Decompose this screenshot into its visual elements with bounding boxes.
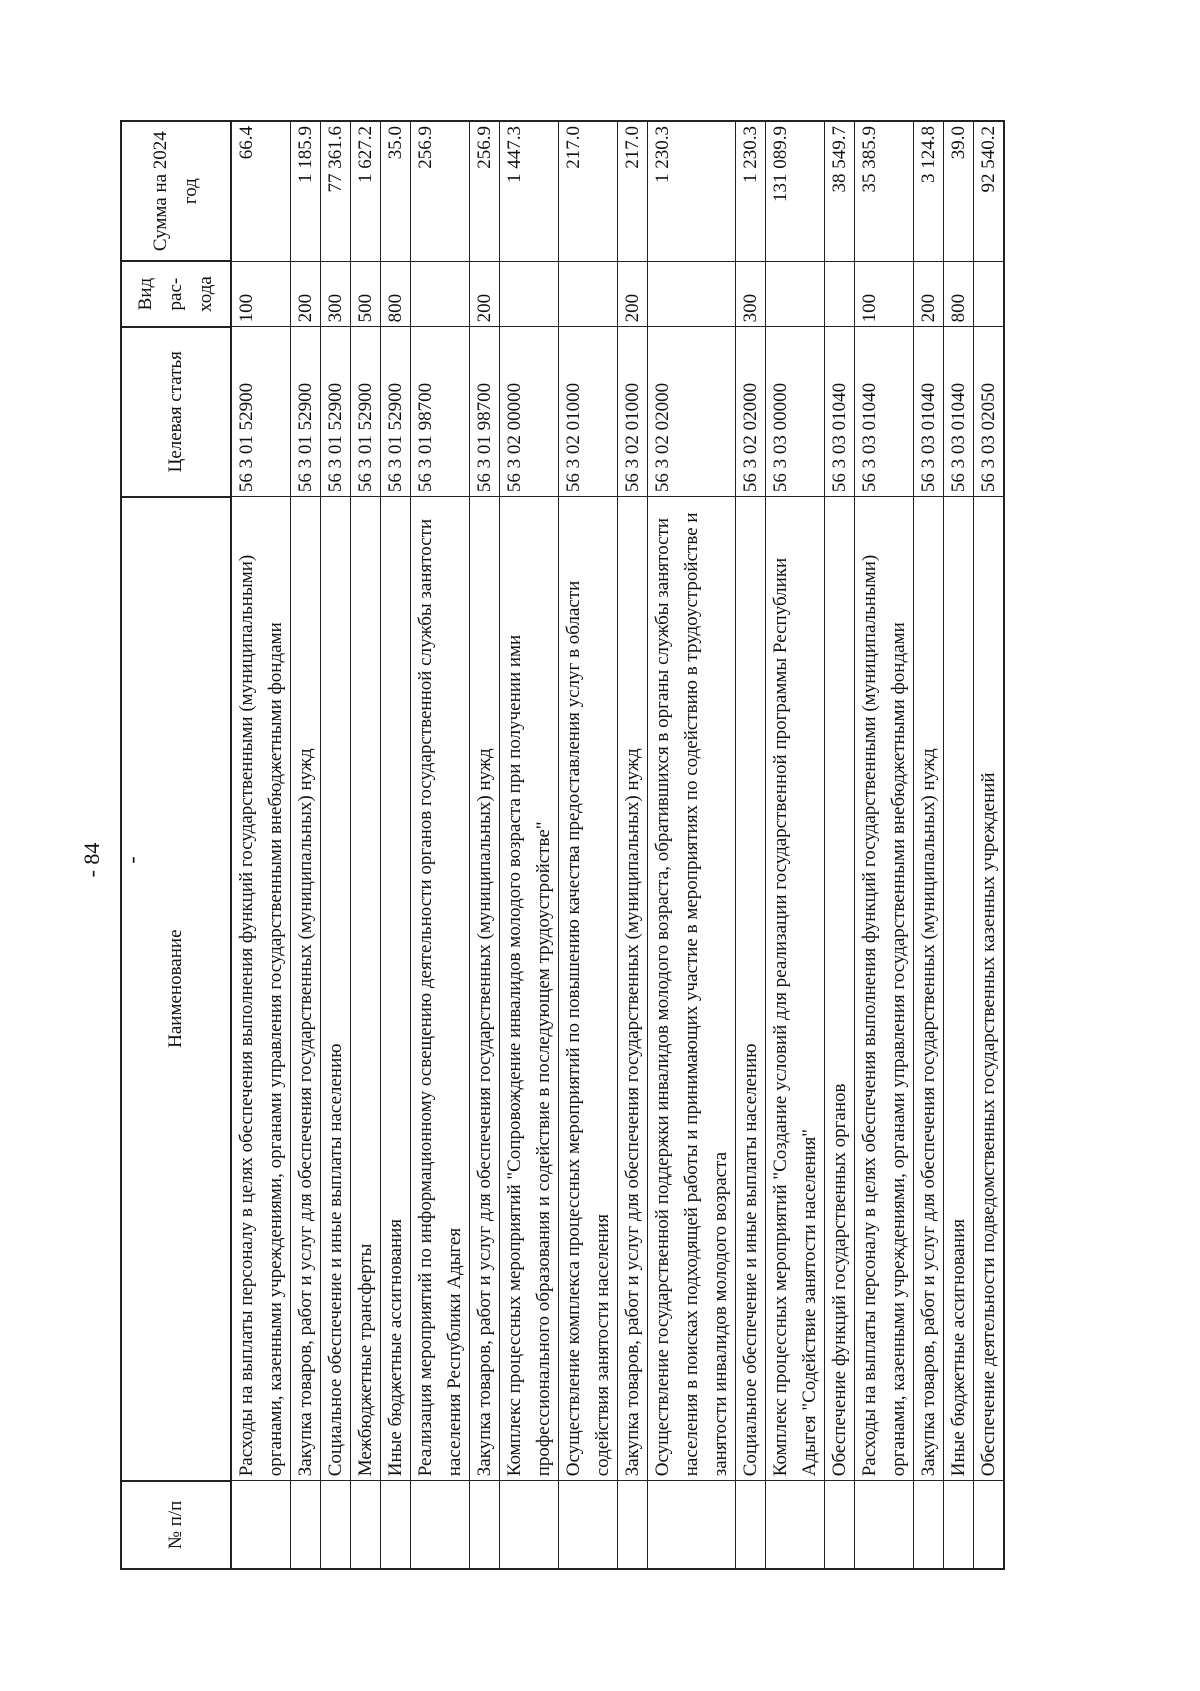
cell-name: Закупка товаров, работ и услуг для обеспечения государственных (муниципальных) нужд [291, 497, 321, 1481]
cell-kind: 200 [618, 261, 648, 327]
table-row [618, 121, 648, 1569]
cell-code: 56 3 02 02000 [736, 327, 766, 497]
header-num: № п/п [121, 1481, 231, 1569]
cell-num [351, 1481, 381, 1569]
cell-name: Комплекс процессных мероприятий "Создание условий для реализации государственной программы Республики Адыгея "Содействие занятости населения" [766, 497, 825, 1481]
table-row [470, 121, 500, 1569]
table-row [231, 121, 291, 1569]
cell-num [974, 1481, 1005, 1569]
cell-num [500, 1481, 559, 1569]
page-number: - 84 - [79, 842, 144, 878]
cell-code: 56 3 03 02050 [974, 327, 1005, 497]
cell-code: 56 3 03 01040 [855, 327, 914, 497]
cell-kind: 200 [470, 261, 500, 327]
cell-kind: 200 [914, 261, 944, 327]
cell-num [736, 1481, 766, 1569]
cell-kind [500, 261, 559, 327]
cell-num [855, 1481, 914, 1569]
cell-num [411, 1481, 470, 1569]
cell-sum: 256.9 [411, 121, 470, 261]
cell-sum: 38 549.7 [825, 121, 855, 261]
cell-kind: 500 [351, 261, 381, 327]
cell-name: Осуществление государственной поддержки инвалидов молодого возраста, обратившихся в органы службы занятости населения в поисках подходящей работы и принимающих участие в мероприятиях по содействию в трудоустройстве и занятости инвалидов молодого возраста [648, 497, 736, 1481]
cell-name: Осуществление комплекса процессных мероприятий по повышению качества предоставления услуг в области содействия занятости населения [559, 497, 618, 1481]
cell-kind [648, 261, 736, 327]
table-row [500, 121, 559, 1569]
budget-table [120, 120, 1005, 1570]
cell-kind [411, 261, 470, 327]
cell-code: 56 3 01 98700 [411, 327, 470, 497]
cell-kind: 800 [381, 261, 411, 327]
cell-code: 56 3 02 02000 [648, 327, 736, 497]
cell-sum: 1 230.3 [648, 121, 736, 261]
cell-kind: 200 [291, 261, 321, 327]
cell-code: 56 3 01 52900 [321, 327, 351, 497]
table-row [944, 121, 974, 1569]
cell-code: 56 3 03 01040 [825, 327, 855, 497]
rotated-table-wrapper [120, 120, 1060, 1570]
table-body [231, 121, 1004, 1569]
table-row [825, 121, 855, 1569]
cell-sum: 35.0 [381, 121, 411, 261]
cell-sum: 131 089.9 [766, 121, 825, 261]
cell-name: Закупка товаров, работ и услуг для обеспечения государственных (муниципальных) нужд [914, 497, 944, 1481]
cell-name: Реализация мероприятий по информационному освещению деятельности органов государственной службы занятости населения Республики Адыгея [411, 497, 470, 1481]
cell-num [321, 1481, 351, 1569]
table-row [351, 121, 381, 1569]
table-row [914, 121, 944, 1569]
cell-code: 56 3 01 52900 [231, 327, 291, 497]
cell-num [648, 1481, 736, 1569]
table-row [559, 121, 618, 1569]
cell-sum: 217.0 [618, 121, 648, 261]
cell-sum: 256.9 [470, 121, 500, 261]
cell-code: 56 3 02 00000 [500, 327, 559, 497]
cell-sum: 66.4 [231, 121, 291, 261]
cell-name: Обеспечение деятельности подведомственных государственных казенных учреждений [974, 497, 1005, 1481]
cell-kind: 100 [231, 261, 291, 327]
table-row [736, 121, 766, 1569]
table-header-row [121, 121, 231, 1569]
cell-sum: 35 385.9 [855, 121, 914, 261]
cell-sum: 1 447.3 [500, 121, 559, 261]
cell-code: 56 3 02 01000 [559, 327, 618, 497]
header-name: Наименование [121, 497, 231, 1481]
cell-sum: 77 361.6 [321, 121, 351, 261]
cell-name: Комплекс процессных мероприятий "Сопровождение инвалидов молодого возраста при получении ими профессионального образования и содействие в последующем трудоустройстве" [500, 497, 559, 1481]
table-row [766, 121, 825, 1569]
table-row [321, 121, 351, 1569]
cell-name: Социальное обеспечение и иные выплаты населению [736, 497, 766, 1481]
table-row [411, 121, 470, 1569]
cell-code: 56 3 01 52900 [381, 327, 411, 497]
cell-sum: 217.0 [559, 121, 618, 261]
header-code: Целевая статья [121, 327, 231, 497]
cell-name: Межбюджетные трансферты [351, 497, 381, 1481]
cell-sum: 39.0 [944, 121, 974, 261]
cell-name: Расходы на выплаты персоналу в целях обеспечения выполнения функций государственными (муниципальными) органами, казенными учреждениями, органами управления государственными внебюджетными фондами [855, 497, 914, 1481]
cell-name: Закупка товаров, работ и услуг для обеспечения государственных (муниципальных) нужд [470, 497, 500, 1481]
cell-num [559, 1481, 618, 1569]
cell-code: 56 3 01 52900 [351, 327, 381, 497]
cell-name: Социальное обеспечение и иные выплаты населению [321, 497, 351, 1481]
cell-kind [559, 261, 618, 327]
header-kind: Вид рас- хода [121, 261, 231, 327]
table-row [974, 121, 1005, 1569]
cell-num [618, 1481, 648, 1569]
cell-name: Иные бюджетные ассигнования [381, 497, 411, 1481]
cell-num [470, 1481, 500, 1569]
cell-name: Расходы на выплаты персоналу в целях обеспечения выполнения функций государственными (муниципальными) органами, казенными учреждениями, органами управления государственными внебюджетными фондами [231, 497, 291, 1481]
table-row [855, 121, 914, 1569]
cell-num [381, 1481, 411, 1569]
cell-name: Обеспечение функций государственных органов [825, 497, 855, 1481]
cell-num [766, 1481, 825, 1569]
cell-sum: 1 627.2 [351, 121, 381, 261]
table-row [291, 121, 321, 1569]
header-sum: Сумма на 2024 год [121, 121, 231, 261]
cell-kind [974, 261, 1005, 327]
cell-code: 56 3 02 01000 [618, 327, 648, 497]
table-row [381, 121, 411, 1569]
cell-code: 56 3 03 01040 [944, 327, 974, 497]
cell-code: 56 3 03 00000 [766, 327, 825, 497]
cell-code: 56 3 03 01040 [914, 327, 944, 497]
cell-num [231, 1481, 291, 1569]
cell-num [914, 1481, 944, 1569]
cell-sum: 92 540.2 [974, 121, 1005, 261]
table-row [648, 121, 736, 1569]
cell-name: Закупка товаров, работ и услуг для обеспечения государственных (муниципальных) нужд [618, 497, 648, 1481]
cell-kind: 300 [736, 261, 766, 327]
cell-name: Иные бюджетные ассигнования [944, 497, 974, 1481]
cell-code: 56 3 01 98700 [470, 327, 500, 497]
cell-kind: 100 [855, 261, 914, 327]
cell-kind [825, 261, 855, 327]
cell-kind [766, 261, 825, 327]
cell-kind: 800 [944, 261, 974, 327]
cell-num [825, 1481, 855, 1569]
cell-code: 56 3 01 52900 [291, 327, 321, 497]
cell-sum: 1 185.9 [291, 121, 321, 261]
cell-num [291, 1481, 321, 1569]
cell-sum: 1 230.3 [736, 121, 766, 261]
cell-kind: 300 [321, 261, 351, 327]
cell-num [944, 1481, 974, 1569]
cell-sum: 3 124.8 [914, 121, 944, 261]
